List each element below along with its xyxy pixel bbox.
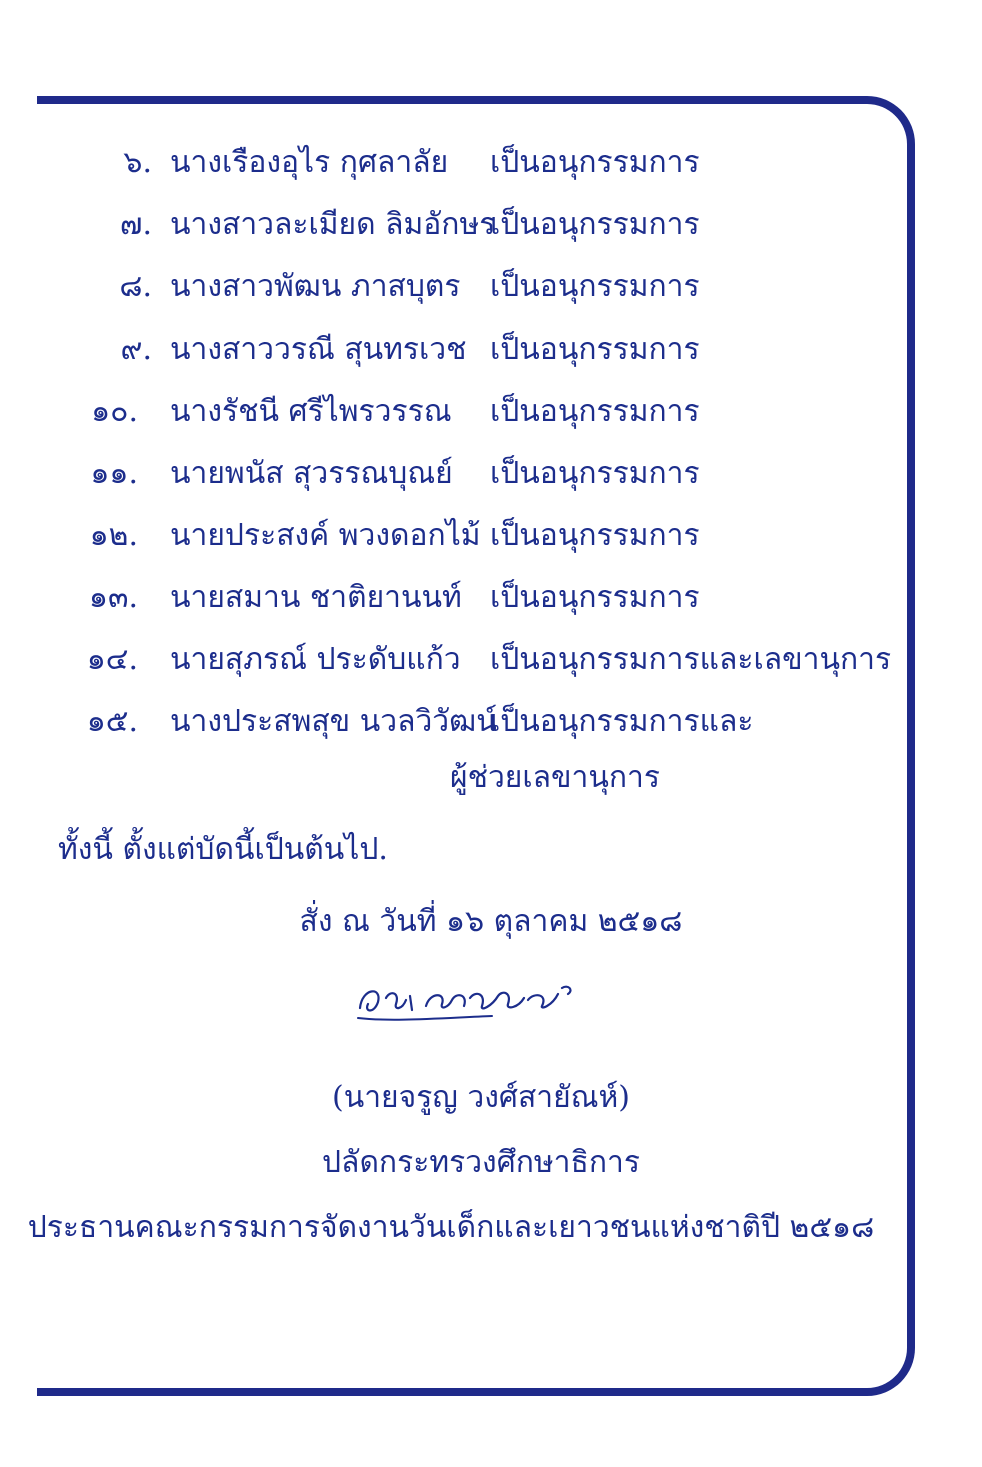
member-role: เป็นอนุกรรมการ bbox=[490, 394, 700, 429]
member-name: นางสาววรณี สุนทรเวช bbox=[170, 332, 467, 367]
member-number: ๑๔. bbox=[86, 642, 138, 677]
member-name: นางสาวพัฒน ภาสบุตร bbox=[170, 269, 461, 304]
member-name: นางประสพสุข นวลวิวัฒน์ bbox=[170, 704, 497, 739]
member-row bbox=[40, 392, 900, 432]
signatory-position: ประธานคณะกรรมการจัดงานวันเด็กและเยาวชนแห่งชาติปี ๒๕๑๘ bbox=[27, 1210, 875, 1245]
member-row bbox=[40, 143, 900, 183]
signatory-name: (นายจรูญ วงศ์สายัณห์) bbox=[331, 1080, 630, 1115]
member-number: ๑๒. bbox=[89, 518, 138, 553]
member-role: เป็นอนุกรรมการ bbox=[490, 332, 700, 367]
member-row bbox=[40, 205, 900, 245]
member-name: นายประสงค์ พวงดอกไม้ bbox=[170, 518, 481, 553]
member-name: นางรัชนี ศรีไพรวรรณ bbox=[170, 394, 452, 429]
member-row bbox=[40, 516, 900, 556]
member-role: เป็นอนุกรรมการ bbox=[490, 518, 700, 553]
frame-bottom-right-corner bbox=[845, 1325, 915, 1396]
member-row bbox=[40, 330, 900, 370]
member-number: ๑๐. bbox=[91, 394, 138, 429]
frame-top-border bbox=[37, 96, 857, 104]
member-role-continuation: ผู้ช่วยเลขานุการ bbox=[450, 760, 660, 795]
member-name: นางสาวละเมียด ลิมอักษร bbox=[170, 207, 496, 242]
member-role: เป็นอนุกรรมการ bbox=[490, 580, 700, 615]
member-name: นางเรืองอุไร กุศลาลัย bbox=[170, 145, 449, 180]
order-date: สั่ง ณ วันที่ ๑๖ ตุลาคม ๒๕๑๘ bbox=[299, 904, 683, 939]
member-role: เป็นอนุกรรมการ bbox=[490, 145, 700, 180]
member-row bbox=[40, 640, 900, 680]
member-name: นายพนัส สุวรรณบุณย์ bbox=[170, 456, 453, 491]
member-number: ๑๓. bbox=[88, 580, 138, 615]
member-role: เป็นอนุกรรมการ bbox=[490, 456, 700, 491]
member-number: ๙. bbox=[120, 332, 152, 367]
member-number: ๗. bbox=[119, 207, 152, 242]
member-row bbox=[40, 702, 900, 742]
member-name: นายสมาน ชาติยานนท์ bbox=[170, 580, 462, 615]
member-number: ๘. bbox=[119, 269, 152, 304]
signatory-title: ปลัดกระทรวงศึกษาธิการ bbox=[322, 1145, 640, 1180]
member-number: ๑๑. bbox=[90, 456, 138, 491]
member-row bbox=[40, 267, 900, 307]
effective-statement: ทั้งนี้ ตั้งแต่บัดนี้เป็นต้นไป. bbox=[58, 832, 388, 867]
member-role: เป็นอนุกรรมการและเลขานุการ bbox=[490, 642, 892, 677]
member-number: ๖. bbox=[123, 145, 152, 180]
member-number: ๑๕. bbox=[86, 704, 138, 739]
member-row bbox=[40, 454, 900, 494]
member-role: เป็นอนุกรรมการ bbox=[490, 207, 700, 242]
member-row bbox=[40, 578, 900, 618]
handwritten-signature bbox=[352, 978, 592, 1028]
member-role: เป็นอนุกรรมการ bbox=[490, 269, 700, 304]
member-role: เป็นอนุกรรมการและ bbox=[490, 704, 754, 739]
member-name: นายสุภรณ์ ประดับแก้ว bbox=[170, 642, 461, 677]
frame-bottom-border bbox=[37, 1388, 857, 1396]
